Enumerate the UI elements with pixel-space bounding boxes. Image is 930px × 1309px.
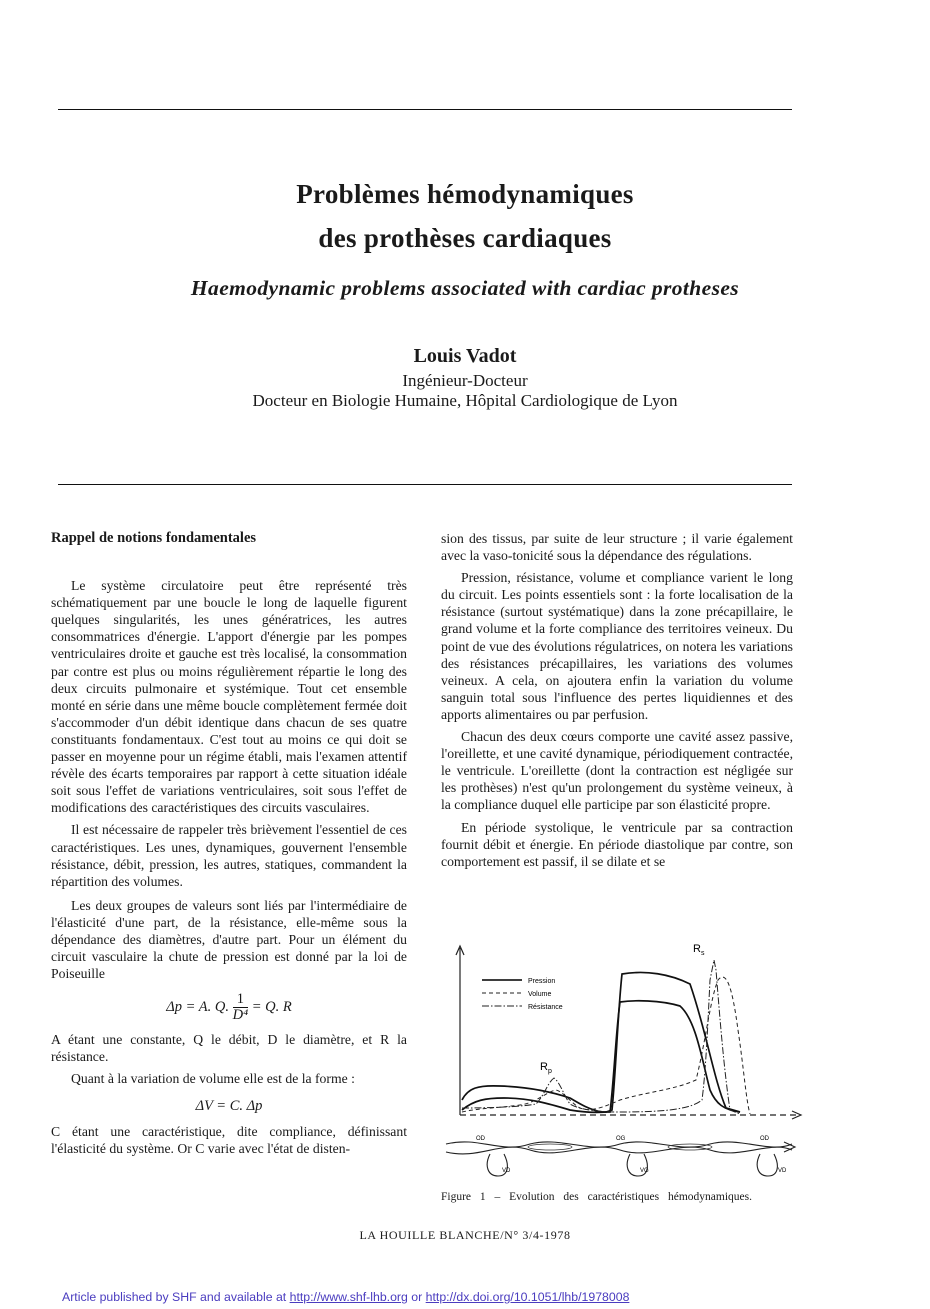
- right-column: [441, 530, 793, 870]
- label-vd-1: VD: [502, 1168, 511, 1174]
- pressure-curve-right: [462, 1001, 740, 1112]
- section-heading: Rappel de notions fondamentales: [51, 530, 257, 546]
- paragraph-volume-variation: Quant à la variation de volume elle est de la forme :: [71, 1071, 355, 1087]
- paragraph-poiseuille: Les deux groupes de valeurs sont liés par l'intermédiaire de l'élasticité d'une part, de la résistance, elle-même sous la dépendance des diamètres, d'autre part. Pour un élément du circuit vasculaire la chute de pression est donné par la loi de Poiseuille: [51, 897, 407, 982]
- paragraph-heart-cavities: Chacun des deux cœurs comporte une cavité assez passive, l'oreillette, et une cavité dynamique, périodiquement contractée, le ventricule. L'oreillette (dont la contraction est négligée sur les prothèses) n'est qu'un prolongement du système veineux, à la compliance duquel elle participe par son élasticité propre.: [441, 729, 793, 813]
- top-rule: [58, 109, 792, 110]
- doi-link[interactable]: http://dx.doi.org/10.1051/lhb/1978008: [425, 1290, 630, 1304]
- poiseuille-formula: [51, 992, 407, 1023]
- label-vd-2: VD: [778, 1168, 787, 1174]
- formula-lhs: Δp = A. Q.: [166, 999, 229, 1016]
- shf-link[interactable]: http://www.shf-lhb.org: [289, 1290, 408, 1304]
- paragraph-characteristics: Il est nécessaire de rappeler très brièvement l'essentiel de ces caractéristiques. Les unes, dynamiques, gouvernent l'ensemble résistance, débit, pression, les autres, statiques, commandent la répartition des volumes.: [51, 822, 407, 889]
- paragraph-systolic-period: En période systolique, le ventricule par sa contraction fournit débit et énergie. En période diastolique par contre, son comportement est passif, il se dilate et se: [441, 819, 793, 869]
- circulation-schematic: [446, 1136, 795, 1176]
- author-affiliation: Docteur en Biologie Humaine, Hôpital Cardiologique de Lyon: [252, 391, 678, 410]
- paragraph-formula-definitions: A étant une constante, Q le débit, D le diamètre, et R la résistance.: [51, 1032, 407, 1065]
- paragraph-circuit-variation: Pression, résistance, volume et compliance varient le long du circuit. Les points essentiels sont : la forte localisation de la résistance (surtout systématique) dans la zone précapillaire, le grand volume et la forte compliance des territoires veineux. Du point de vue des évolutions régulatrices, on notera les variations des résistances précapillaires, les variations des volumes veineux. A cela, on ajoutera enfin la variation du volume sanguin total sous l'influence des pertes liquidiennes et des apports alimentaires ou par perfusion.: [441, 570, 793, 722]
- label-od-2: OD: [760, 1136, 769, 1142]
- author-role: Ingénieur-Docteur: [402, 371, 528, 390]
- label-od-1: OD: [476, 1136, 485, 1142]
- journal-footer: LA HOUILLE BLANCHE/N° 3/4-1978: [359, 1228, 571, 1242]
- label-rs: $R_s$: [693, 943, 705, 957]
- resistance-curve: [462, 960, 740, 1114]
- header-bottom-rule: [58, 484, 792, 485]
- english-subtitle: Haemodynamic problems associated with cardiac protheses: [190, 276, 740, 300]
- formula-rhs: = Q. R: [251, 999, 292, 1016]
- compliance-formula: ΔV = C. Δp: [195, 1097, 263, 1114]
- page-title-line-1: Problèmes hémodynamiques: [296, 179, 634, 209]
- legend-resistance: Résistance: [528, 1004, 563, 1011]
- paragraph-circulatory-system: Le système circulatoire peut être représenté très schématiquement par une boucle le long de laquelle figurent quelques singularités, les unes génératrices, les autres consommatrices d'énergie. L'apport d'énergie par les pompes ventriculaires droite et gauche est très localisé, la consommation par contre est plus ou moins régulièrement répartie le long des deux circuits pulmonaire et systémique. Tout cet ensemble monté en série dans une même boucle complètement fermée doit s'accommoder d'un débit identique dans chacun de ses quatre constituants fondamentaux. C'est tout au moins ce qui doit se passer en moyenne pour un régime établi, mais l'examen attentif révèle des écarts temporaires par rapport à cette situation idéale soit sous l'effet de variations ventriculaires, soit sous l'effet de modifications des caractéristiques des circuits vasculaires.: [51, 578, 407, 816]
- left-column: [51, 530, 407, 1157]
- formula-fraction: [233, 992, 249, 1023]
- page-title-line-2: des prothèses cardiaques: [318, 223, 612, 253]
- legend-volume: Volume: [528, 991, 552, 998]
- publication-note-or: or: [407, 1290, 426, 1304]
- publication-note: [62, 1290, 629, 1304]
- label-vg: VG: [640, 1168, 649, 1174]
- figure-caption: Figure 1 – Evolution des caractéristiques hémodynamiques.: [441, 1191, 752, 1203]
- paragraph-compliance: C étant une caractéristique, dite compliance, définissant l'élasticité du système. Or C varie avec l'état de disten-: [51, 1123, 407, 1156]
- label-og: OG: [616, 1136, 626, 1142]
- paragraph-tissue-distension: sion des tissus, par suite de leur structure ; il varie également avec la vaso-tonicité sous la dépendance des régulations.: [441, 531, 793, 564]
- figure-hemodynamic-curves: [440, 940, 810, 1190]
- label-rp: $R_p$: [540, 1061, 552, 1075]
- author-name: Louis Vadot: [413, 345, 517, 367]
- formula-denominator: D⁴: [232, 1007, 249, 1024]
- legend: [482, 978, 563, 1011]
- formula-numerator: 1: [233, 992, 249, 1008]
- publication-note-prefix: Article published by SHF and available at: [62, 1290, 290, 1304]
- legend-pression: Pression: [528, 978, 556, 985]
